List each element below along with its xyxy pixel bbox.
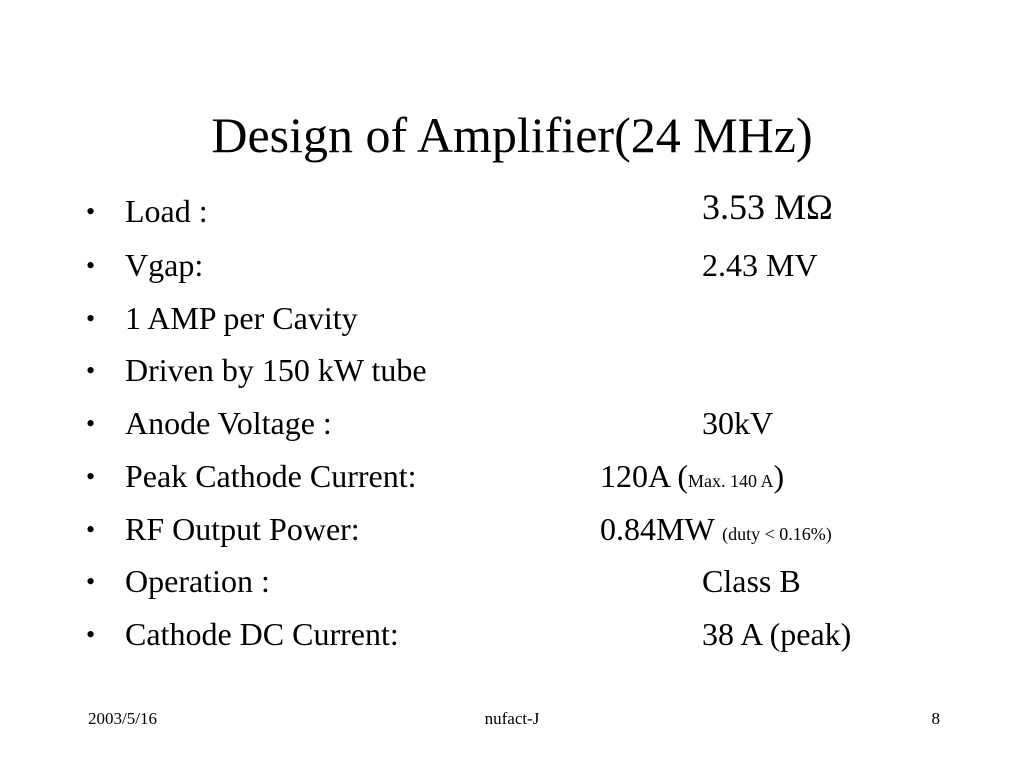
list-item-load xyxy=(0,186,1024,238)
item-label: Driven by 150 kW tube xyxy=(125,352,427,388)
item-label: RF Output Power: xyxy=(125,511,360,547)
item-value: 3.53 MΩ xyxy=(702,187,833,227)
item-label: Operation : xyxy=(125,563,270,599)
item-value: Class B xyxy=(702,563,801,599)
item-value: 0.84MW xyxy=(600,511,723,547)
slide-title: Design of Amplifier(24 MHz) xyxy=(211,107,813,163)
slide-number: 8 xyxy=(931,709,940,728)
item-label: Cathode DC Current: xyxy=(125,616,399,652)
bullet-marker: • xyxy=(86,251,96,280)
footer-date: 2003/5/16 xyxy=(88,709,157,728)
list-item-vgap xyxy=(0,240,1024,292)
item-note: (duty < 0.16%) xyxy=(722,524,832,544)
list-item-rf-output-power xyxy=(0,504,1024,556)
item-label: Vgap: xyxy=(125,247,204,283)
item-label: 1 AMP per Cavity xyxy=(125,300,358,336)
bullet-marker: • xyxy=(86,197,96,226)
item-value-group xyxy=(600,510,832,553)
item-label: Load : xyxy=(125,193,208,229)
item-value: 30kV xyxy=(702,405,774,441)
bullet-marker: • xyxy=(86,304,96,333)
list-item-cathode-dc-current xyxy=(0,609,1024,661)
list-item-operation xyxy=(0,556,1024,608)
bullet-marker: • xyxy=(86,567,96,596)
bullet-marker: • xyxy=(86,462,96,491)
item-value: 2.43 MV xyxy=(702,247,818,283)
bullet-marker: • xyxy=(86,620,96,649)
list-item-peak-cathode-current xyxy=(0,451,1024,503)
item-value: 120A ( xyxy=(600,458,688,494)
footer-center-text: nufact-J xyxy=(484,709,540,728)
item-value-group xyxy=(600,457,784,500)
item-label: Anode Voltage : xyxy=(125,405,332,441)
bullet-marker: • xyxy=(86,515,96,544)
bullet-marker: • xyxy=(86,356,96,385)
list-item-driven-by xyxy=(0,345,1024,397)
item-label: Peak Cathode Current: xyxy=(125,458,417,494)
bullet-marker: • xyxy=(86,409,96,438)
item-note: Max. 140 A xyxy=(688,471,774,491)
item-value-close: ) xyxy=(773,458,785,494)
item-value: 38 A (peak) xyxy=(702,616,852,652)
list-item-anode-voltage xyxy=(0,398,1024,450)
list-item-amp-per-cavity xyxy=(0,293,1024,345)
